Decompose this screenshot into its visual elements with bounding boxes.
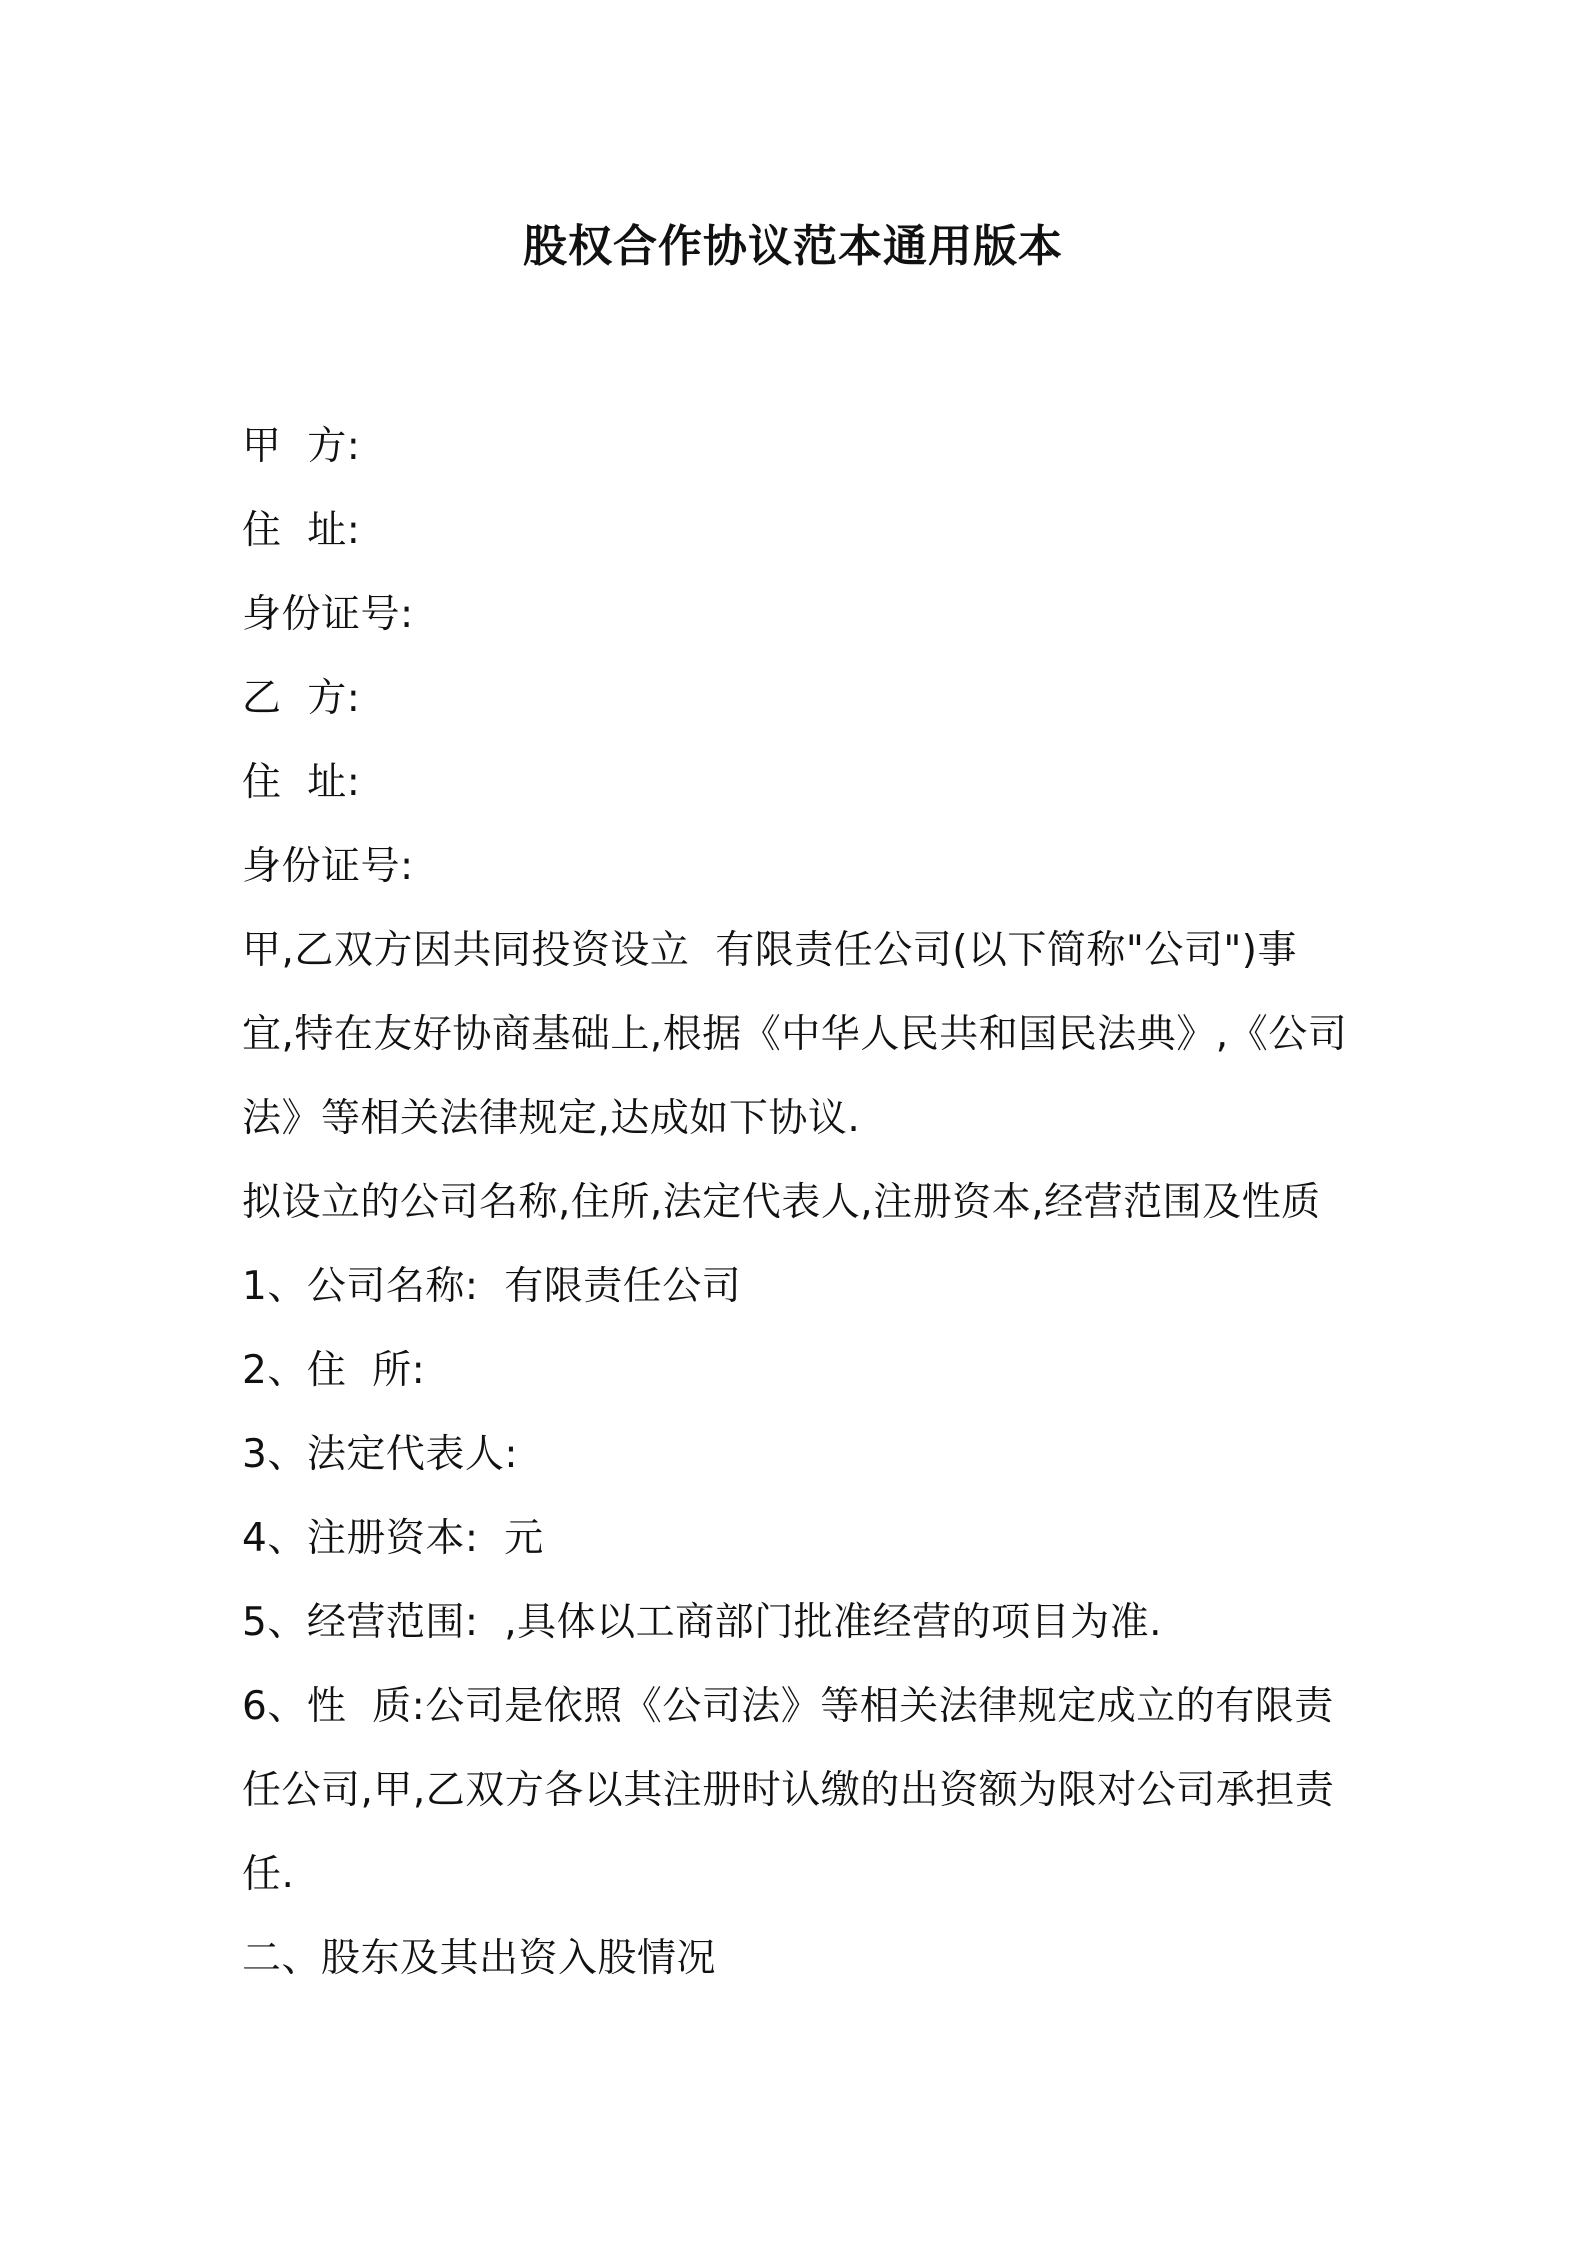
- company-nature-line-3: 任.: [242, 1852, 295, 1897]
- party-a-label: 甲 方:: [242, 424, 361, 469]
- business-scope-item: 5、经营范围: ,具体以工商部门批准经营的项目为准.: [242, 1600, 1163, 1645]
- company-address-item: 2、住 所:: [242, 1348, 426, 1393]
- document-title: 股权合作协议范本通用版本: [523, 221, 1063, 272]
- party-a-address-label: 住 址:: [242, 508, 361, 553]
- party-b-address-label: 住 址:: [242, 760, 361, 805]
- party-a-id-label: 身份证号:: [242, 592, 414, 637]
- registered-capital-item: 4、注册资本: 元: [242, 1516, 544, 1561]
- party-b-label: 乙 方:: [242, 676, 361, 721]
- section-heading-company-info: 拟设立的公司名称,住所,法定代表人,注册资本,经营范围及性质: [242, 1180, 1321, 1225]
- document-body: [242, 405, 1362, 2001]
- section-heading-shareholders: 二、股东及其出资入股情况: [242, 1936, 717, 1981]
- intro-paragraph-line-1: 甲,乙双方因共同投资设立 有限责任公司(以下简称"公司")事: [242, 928, 1297, 973]
- party-b-id-label: 身份证号:: [242, 844, 414, 889]
- intro-paragraph-line-2: 宜,特在友好协商基础上,根据《中华人民共和国民法典》,《公司: [242, 1012, 1348, 1057]
- intro-paragraph-line-3: 法》等相关法律规定,达成如下协议.: [242, 1096, 861, 1141]
- company-nature-line-2: 任公司,甲,乙双方各以其注册时认缴的出资额为限对公司承担责: [242, 1768, 1335, 1813]
- company-name-item: 1、公司名称: 有限责任公司: [242, 1264, 742, 1309]
- company-nature-line-1: 6、性 质:公司是依照《公司法》等相关法律规定成立的有限责: [242, 1684, 1334, 1729]
- legal-representative-item: 3、法定代表人:: [242, 1432, 518, 1477]
